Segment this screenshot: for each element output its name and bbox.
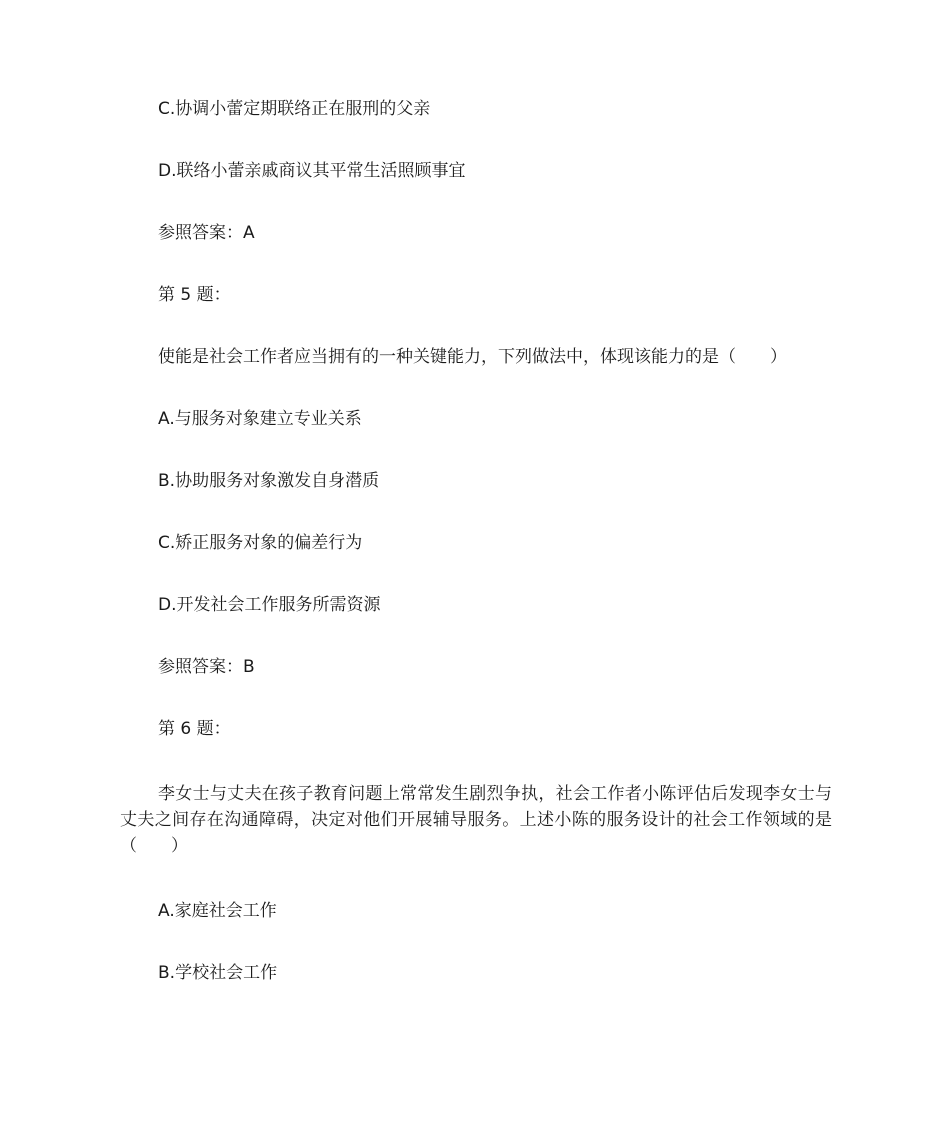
option-c-q4: C.协调小蕾定期联络正在服刑的父亲 — [158, 99, 431, 119]
option-a-q6: A.家庭社会工作 — [158, 901, 277, 921]
option-c-q5: C.矫正服务对象的偏差行为 — [158, 533, 363, 553]
question-5-heading: 第 5 题： — [158, 285, 231, 305]
answer-q4: 参照答案：A — [158, 223, 255, 243]
option-d-q4: D.联络小蕾亲戚商议其平常生活照顾事宜 — [158, 161, 466, 181]
option-d-q5: D.开发社会工作服务所需资源 — [158, 595, 381, 615]
option-a-q5: A.与服务对象建立专业关系 — [158, 409, 362, 429]
question-5-text: 使能是社会工作者应当拥有的一种关键能力，下列做法中，体现该能力的是（ ） — [158, 347, 787, 367]
answer-q5: 参照答案：B — [158, 657, 255, 677]
option-b-q5: B.协助服务对象激发自身潜质 — [158, 471, 380, 491]
question-6-text: 李女士与丈夫在孩子教育问题上常常发生剧烈争执，社会工作者小陈评估后发现李女士与丈夫之间存在沟通障碍，决定对他们开展辅导服务。上述小陈的服务设计的社会工作领域的是（ ） — [120, 784, 832, 856]
option-b-q6: B.学校社会工作 — [158, 963, 278, 983]
question-6-heading: 第 6 题： — [158, 719, 231, 739]
